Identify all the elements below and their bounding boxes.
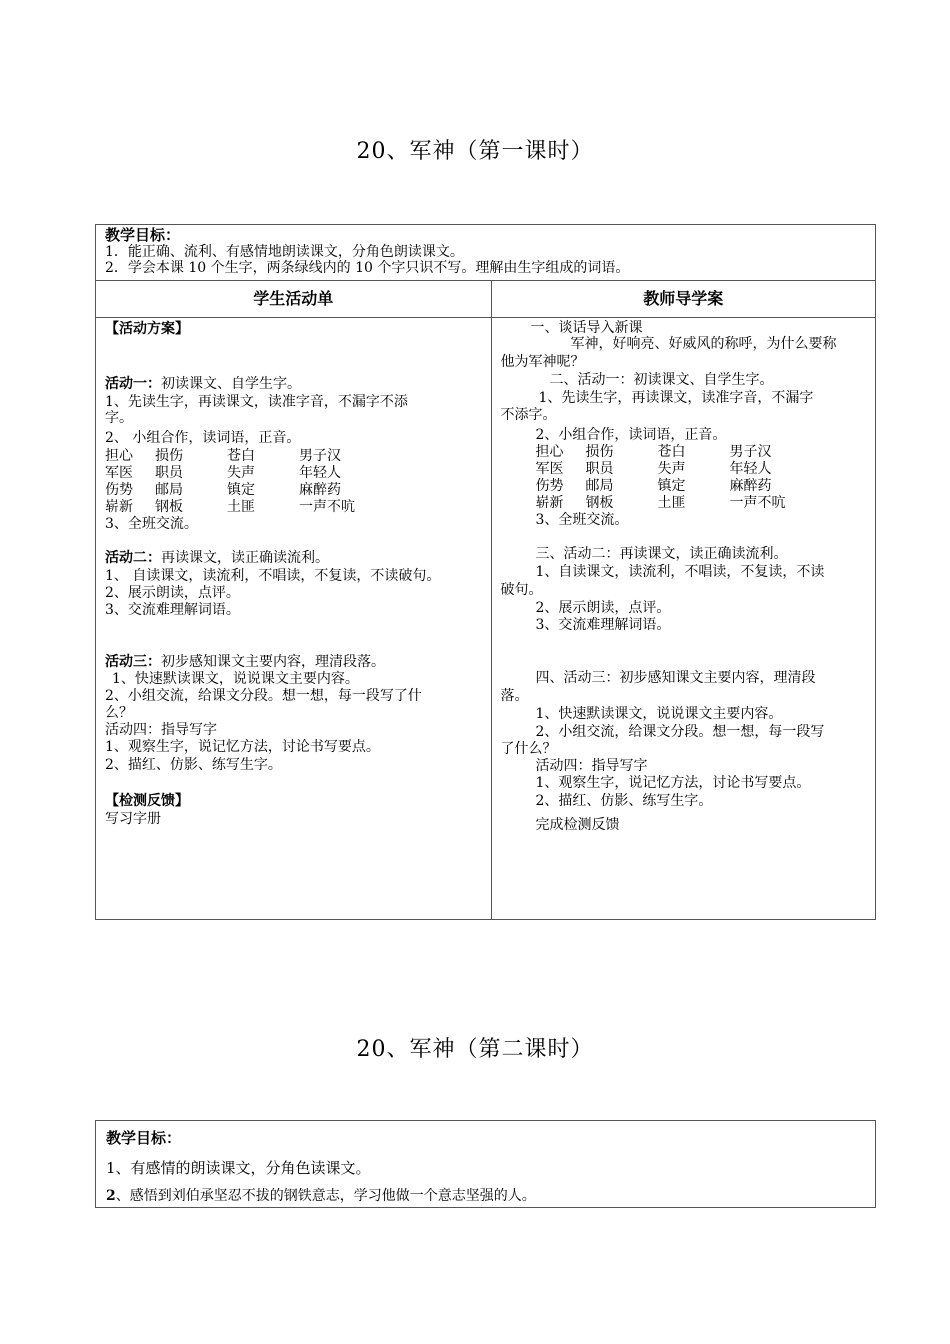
goals-heading: 教学目标： [105,226,181,244]
t-s4-act4-step1: 1、观察生字，说记忆方法，讨论书写要点。 [535,775,811,791]
feedback-text: 写习字册 [105,811,161,827]
act1-line [105,376,301,392]
t-s2-step1a: 1、先读生字，再读课文，读准字音，不漏字 [538,390,814,406]
word: 麻醉药 [299,482,341,498]
act3-line [105,654,385,670]
plan-heading: 【活动方案】 [105,321,189,337]
word: 一声不吭 [299,499,355,515]
word: 失声 [227,465,255,481]
word: 损伤 [585,444,614,460]
t-word-row [536,444,772,460]
lesson2-goals-heading: 教学目标： [106,1129,182,1147]
act4-step1: 1、观察生字，说记忆方法，讨论书写要点。 [105,739,380,755]
t-word-row [536,478,772,494]
word: 年轻人 [299,465,341,481]
t-s4-act4-step2: 2、描红、仿影、练写生字。 [535,793,713,809]
word: 担心 [535,444,564,460]
t-feedback: 完成检测反馈 [535,817,620,833]
goal-item: 2．学会本课 10 个生字，两条绿线内的 10 个字只识不写。理解由生字组成的词语。 [105,260,630,276]
word-row [105,448,341,464]
t-s4-step2b: 了什么？ [500,741,557,757]
word: 失声 [657,461,686,477]
act2-step2: 2、展示朗读，点评。 [105,585,240,601]
word: 钢板 [155,499,183,515]
t-s1-title: 一、谈话导入新课 [530,320,643,336]
word: 损伤 [155,448,183,464]
act3-step2b: 么？ [105,705,133,721]
teacher-column [492,281,876,919]
word: 钢板 [585,495,614,511]
word: 苍白 [657,444,686,460]
act2-label: 活动二： [105,550,161,566]
t-s4-title-b: 落。 [500,688,529,704]
lesson1-title: 20、军神（第一课时） [356,139,594,164]
word: 职员 [155,465,183,481]
t-word-row [536,495,786,511]
word: 镇定 [657,478,686,494]
t-s2-step3: 3、全班交流。 [535,512,629,528]
word: 土匪 [657,495,686,511]
word: 军医 [105,465,133,481]
act1-step2: 2、 小组合作，读词语，正音。 [105,430,301,446]
t-s3-step2: 2、展示朗读，点评。 [535,600,671,616]
word-row [105,499,355,515]
word: 职员 [585,461,614,477]
student-header: 学生活动单 [96,281,491,318]
t-s4-step2a: 2、小组交流，给课文分段。想一想，每一段写 [535,724,825,740]
word: 崭新 [105,499,133,515]
act1-step1a: 1、先读生字，再读课文，读准字音，不漏字不添 [105,394,408,410]
act1-step3: 3、全班交流。 [105,516,198,532]
t-s3-title: 三、活动二：再读课文，读正确读流利。 [535,546,788,562]
word-row [105,465,341,481]
word: 邮局 [585,478,614,494]
t-word-row [536,461,772,477]
word: 土匪 [227,499,255,515]
t-s3-step1b: 破句。 [500,582,543,598]
t-s2-step1b: 不添字。 [500,407,557,423]
word: 男子汉 [729,444,772,460]
lesson2-goal-1: 1、有感情的朗读课文，分角色读课文。 [106,1159,371,1177]
word: 苍白 [227,448,255,464]
act2-text: 再读课文，读正确读流利。 [161,550,329,566]
word: 年轻人 [729,461,772,477]
word: 伤势 [535,478,564,494]
t-s1-text-b: 他为军神呢？ [500,354,585,370]
act2-step3: 3、交流难理解词语。 [105,602,240,618]
t-s2-title: 二、活动一：初读课文、自学生字。 [549,372,774,388]
activity-table [95,281,876,920]
goal2-text: 、感悟到刘伯承坚忍不拔的钢铁意志，学习他做一个意志坚强的人。 [115,1188,536,1204]
act2-line [105,550,329,566]
act3-label: 活动三： [105,654,161,670]
t-s4-title-a: 四、活动三：初步感知课文主要内容，理清段 [535,670,816,686]
word: 崭新 [535,495,564,511]
word: 一声不吭 [729,495,786,511]
goal-item: 1．能正确、流利、有感情地朗读课文，分角色朗读课文。 [105,244,464,260]
t-s4-step1: 1、快速默读课文，说说课文主要内容。 [535,706,783,722]
word: 麻醉药 [729,478,772,494]
lesson2-title: 20、军神（第二课时） [356,1037,594,1062]
word: 担心 [105,448,133,464]
act4-title: 活动四：指导写字 [105,722,217,738]
t-s3-step3: 3、交流难理解词语。 [535,617,671,633]
act1-step1b: 字。 [105,410,133,426]
act3-step1: 1、快速默读课文，说说课文主要内容。 [112,671,359,687]
act1-label: 活动一： [105,376,161,392]
act1-text: 初读课文、自学生字。 [161,376,301,392]
lesson2-goals [95,1120,876,1208]
teacher-header: 教师导学案 [492,281,876,318]
act4-step2: 2、描红、仿影、练写生字。 [105,757,282,773]
t-s1-text-a: 军神，好响亮、好威风的称呼，为什么要称 [570,336,837,352]
t-s2-step2: 2、小组合作，读词语，正音。 [535,427,727,443]
word: 军医 [535,461,564,477]
act3-text: 初步感知课文主要内容，理清段落。 [161,654,385,670]
act2-step1: 1、 自读课文，读流利，不唱读，不复读，不读破句。 [105,568,441,584]
act3-step2a: 2、小组交流，给课文分段。想一想，每一段写了什 [105,688,422,704]
word: 伤势 [105,482,133,498]
student-column [96,281,492,919]
t-s3-step1a: 1、自读课文，读流利，不唱读，不复读，不读 [535,564,825,580]
feedback-heading: 【检测反馈】 [105,793,189,809]
word-row [105,482,341,498]
t-s4-act4: 活动四：指导写字 [535,758,648,774]
lesson2-goal-2 [106,1185,536,1205]
word: 男子汉 [299,448,341,464]
goal2-number: 2 [106,1188,116,1204]
word: 邮局 [155,482,183,498]
word: 镇定 [227,482,255,498]
lesson1-goals [95,224,876,281]
